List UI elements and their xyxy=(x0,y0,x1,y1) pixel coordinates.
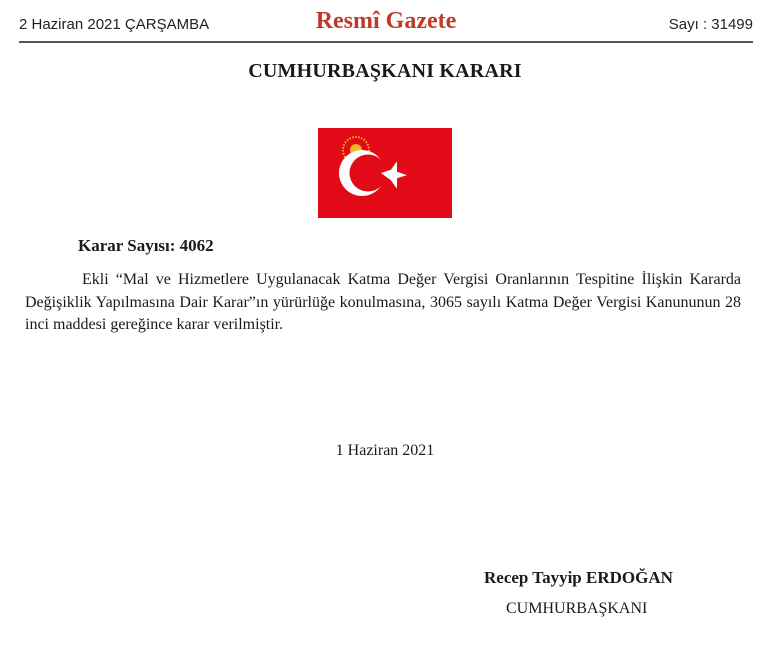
decree-body: Ekli “Mal ve Hizmetlere Uygulanacak Katma Değer Vergisi Oranlarının Tespitine İlişkin Kararda Değişiklik Yapılmasına Dair Karar”ın yürürlüğe konulmasına, 3065 sayılı Katma Değer Vergisi Kanununun 28 inci maddesi gereğince karar verilmiştir. xyxy=(25,271,741,333)
header-divider xyxy=(19,41,753,43)
decree-number: Karar Sayısı: 4062 xyxy=(78,236,214,255)
signatory-title: CUMHURBAŞKANI xyxy=(506,600,648,617)
issue-number: Sayı : 31499 xyxy=(668,16,753,33)
signatory-name: Recep Tayyip ERDOĞAN xyxy=(484,568,673,587)
decree-title: CUMHURBAŞKANI KARARI xyxy=(248,60,522,82)
page-header xyxy=(19,6,753,44)
publication-title: Resmî Gazete xyxy=(315,8,457,34)
turkish-flag-icon xyxy=(318,128,452,218)
decree-date: 1 Haziran 2021 xyxy=(335,442,435,459)
publication-date: 2 Haziran 2021 ÇARŞAMBA xyxy=(19,16,210,33)
